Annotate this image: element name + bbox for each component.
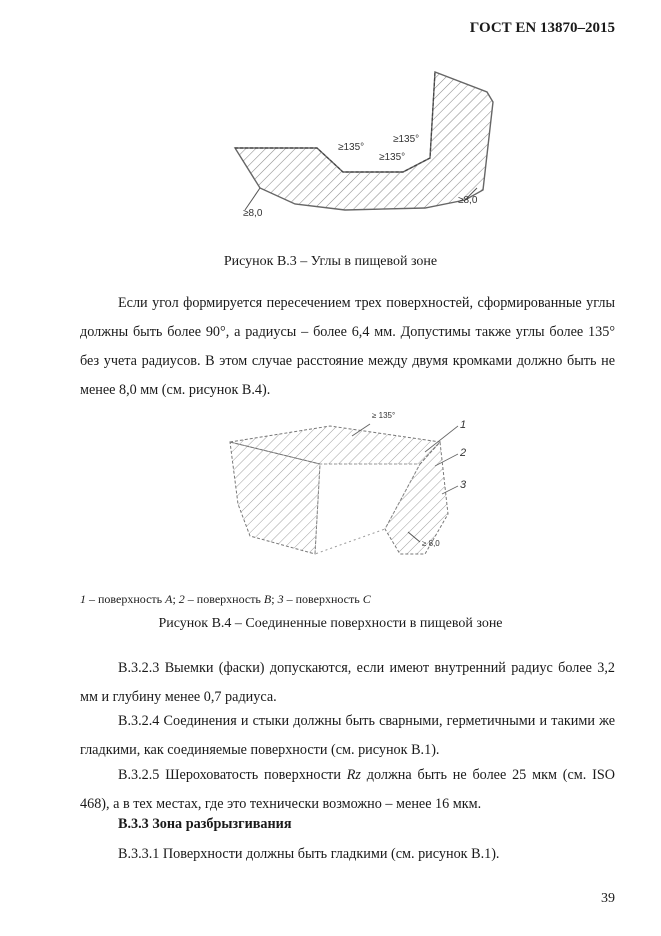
paragraph-three-surfaces: Если угол формируется пересечением трех поверхностей, сформированные углы должны быть более 90°, а радиусы – более 6,4 мм. Допустимы также углы более 135° без учета радиусов. В этом случае расстояние между двумя кромками должно быть не менее 8,0 мм (см. рисунок В.4). — [80, 295, 615, 398]
b325-text-before: В.3.2.5 Шероховатость поверхности — [118, 767, 347, 783]
legend-sep-1: ; — [172, 592, 179, 606]
angle-label: ≥ 135° — [372, 411, 396, 420]
b325-text-after: должна быть не более 25 мкм (см. ISO 468), а в тех местах, где это технически возможно – менее 16 мкм. — [80, 767, 616, 812]
dimension-label: ≥ 8,0 — [422, 539, 440, 548]
legend-surface-c: C — [362, 592, 371, 606]
legend-text-3: – поверхность — [283, 592, 363, 606]
paragraph-b325 — [80, 761, 615, 819]
angle-label-3: ≥135° — [379, 152, 406, 163]
legend-surface-b: B — [263, 592, 272, 606]
legend-text-1: – поверхность — [86, 592, 166, 606]
legend-text-2: – поверхность — [184, 592, 264, 606]
callout-label-3: 3 — [460, 479, 467, 491]
page-number: 39 — [601, 891, 615, 906]
figure-b4-legend — [80, 592, 371, 607]
roughness-symbol: Rz — [346, 767, 361, 783]
legend-sep-2: ; — [271, 592, 278, 606]
section-heading-b33: В.3.3 Зона разбрызгивания — [118, 816, 292, 832]
legend-num-2: 2 — [178, 592, 185, 606]
figure-b3-drawing — [225, 70, 500, 235]
legend-num-3: 3 — [277, 592, 284, 606]
figure-b4 — [220, 404, 480, 576]
figure-b4-drawing — [220, 404, 480, 576]
figure-b3 — [225, 70, 500, 235]
angle-label-1: ≥135° — [338, 142, 365, 153]
document-code-header: ГОСТ EN 13870–2015 — [469, 20, 615, 36]
legend-num-1: 1 — [80, 592, 86, 606]
callout-label-1: 1 — [460, 419, 467, 431]
angle-label-2: ≥135° — [393, 134, 420, 145]
dimension-label-right: ≥8,0 — [458, 195, 478, 206]
dimension-line-left — [245, 188, 260, 210]
paragraph-b331: В.3.3.1 Поверхности должны быть гладкими (см. рисунок В.1). — [118, 846, 500, 862]
callout-label-2: 2 — [460, 447, 467, 459]
figure-b3-caption: Рисунок В.3 – Углы в пищевой зоне — [223, 254, 438, 269]
paragraph-b323: В.3.2.3 Выемки (фаски) допускаются, если имеют внутренний радиус более 3,2 мм и глубину менее 0,7 радиуса. — [80, 660, 615, 705]
dimension-label-left: ≥8,0 — [243, 208, 263, 219]
figure-b4-caption: Рисунок В.4 – Соединенные поверхности в пищевой зоне — [158, 616, 503, 631]
hatched-profile-section — [235, 72, 493, 210]
legend-surface-a: A — [165, 592, 173, 606]
paragraph-b324: В.3.2.4 Соединения и стыки должны быть сварными, герметичными и такими же гладкими, как соединяемые поверхности (см. рисунок В.1). — [80, 713, 615, 758]
callout-line-1 — [425, 426, 458, 452]
